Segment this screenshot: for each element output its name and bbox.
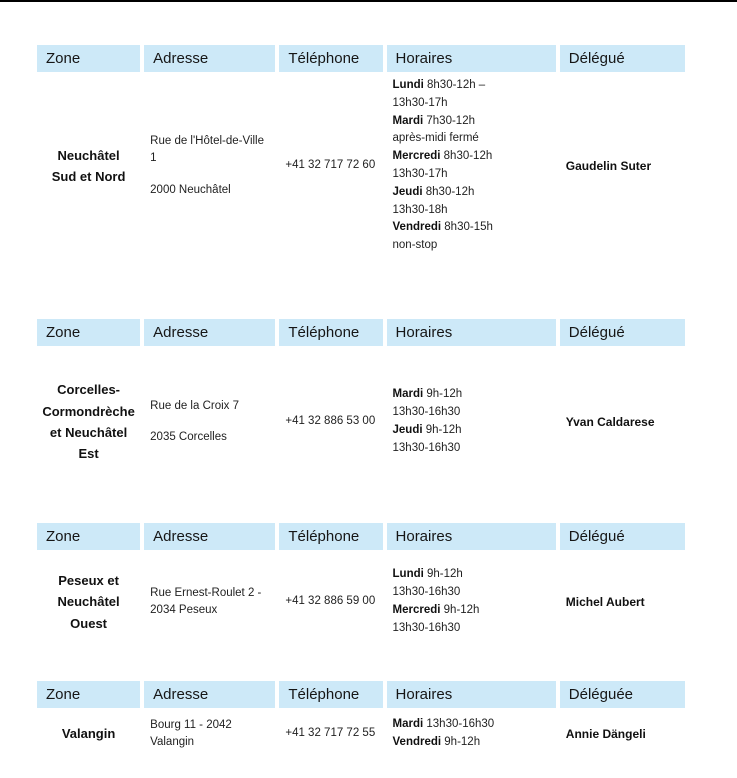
hours-time: 13h30-16h30 [423,718,495,731]
delegate-name: Annie Dängeli [565,727,646,741]
zone-line: Neuchâtel [57,147,120,163]
zone-table [33,523,689,654]
phone-cell [279,346,382,498]
hours-line [393,422,552,440]
address-line: Rue Ernest-Roulet 2 - 2034 Peseux [150,586,262,616]
zone-cell [37,346,140,498]
address-cell [144,708,275,760]
hours-day: Jeudi [392,424,423,436]
zone-line: et Neuchâtel [49,425,128,440]
phone-number: +41 32 886 53 00 [285,415,376,428]
delegate-cell [560,550,685,654]
hours-day: Mercredi [392,150,441,163]
header-row [37,681,685,708]
hours-line [393,440,552,458]
hours-day: Lundi [392,568,424,581]
delegate-cell [560,708,685,760]
table-row [37,72,685,260]
hours-day: Mardi [392,718,424,731]
hours-line [393,237,552,255]
hours-cell [387,550,556,654]
hours-line [393,113,552,131]
header-telephone: Téléphone [279,681,382,708]
address-line: Rue de l'Hôtel-de-Ville 1 [150,135,265,165]
address-line: 2000 Neuchâtel [150,183,231,196]
address-cell [144,346,275,498]
zone-line: Neuchâtel [57,594,120,610]
hours-time: 8h30-12h [422,185,475,198]
hours-line [393,602,552,620]
zone-line: Ouest [70,615,107,631]
zone-cell [37,72,140,260]
hours-day: Mardi [392,388,424,401]
hours-line [393,166,552,184]
hours-time: après-midi fermé [392,132,479,145]
header-delegue: Délégué [560,523,685,550]
hours-day: Vendredi [392,221,442,234]
delegate-name: Yvan Caldarese [565,415,655,429]
delegate-cell [560,346,685,498]
header-adresse: Adresse [144,45,275,72]
hours-time: 7h30-12h [423,114,475,127]
zone-tables-container [0,45,737,760]
header-adresse: Adresse [144,681,275,708]
hours-day: Vendredi [392,736,442,748]
zone-line: Sud et Nord [51,169,126,184]
address-cell [144,72,275,260]
header-telephone: Téléphone [279,319,382,346]
zone-table [33,319,689,498]
hours-day: Mercredi [392,604,441,616]
header-adresse: Adresse [144,523,275,550]
hours-line [393,202,552,220]
hours-line [393,77,552,95]
address-cell [144,550,275,654]
header-row [37,523,685,550]
delegate-name: Michel Aubert [565,595,645,609]
zone-table [33,45,689,260]
zone-table [33,681,689,760]
hours-day: Lundi [392,78,424,91]
header-row [37,319,685,346]
address-line: 2035 Corcelles [150,431,227,443]
hours-cell [387,72,556,260]
phone-cell [279,550,382,654]
phone-cell [279,708,382,760]
zone-line: Valangin [61,726,116,742]
hours-line [393,148,552,166]
table-row [37,550,685,654]
delegate-cell [560,72,685,260]
hours-time: 8h30-12h – [423,78,486,91]
header-delegue: Déléguée [560,681,685,708]
hours-cell [387,346,556,498]
hours-line [393,386,552,404]
phone-number: +41 32 717 72 60 [285,159,376,172]
hours-time: 13h30-16h30 [392,441,461,454]
table-row [37,346,685,498]
hours-day: Mardi [392,114,424,127]
hours-line [393,130,552,148]
hours-day: Jeudi [392,185,423,198]
hours-time: 8h30-15h [441,221,493,234]
hours-line [393,95,552,113]
hours-time: 13h30-16h30 [392,406,461,419]
header-zone: Zone [37,681,140,708]
address-line: Bourg 11 - 2042 Valangin [150,718,232,748]
hours-time: 9h-12h [440,604,480,616]
phone-cell [279,72,382,260]
header-horaires: Horaires [387,45,556,72]
header-horaires: Horaires [387,523,556,550]
header-telephone: Téléphone [279,45,382,72]
header-delegue: Délégué [560,45,685,72]
header-horaires: Horaires [387,681,556,708]
hours-time: 9h-12h [441,736,481,748]
hours-line [393,716,552,734]
hours-time: 9h-12h [423,388,463,401]
address-line: Rue de la Croix 7 [150,399,240,412]
header-delegue: Délégué [560,319,685,346]
hours-time: 13h30-18h [392,203,448,216]
hours-line [393,404,552,422]
zone-line: Cormondrèche [42,403,135,419]
table-row [37,708,685,760]
hours-cell [387,708,556,760]
zone-line: Peseux et [58,572,119,588]
header-zone: Zone [37,319,140,346]
hours-time: 8h30-12h [440,150,493,163]
hours-time: 13h30-17h [392,168,448,180]
zone-cell [37,550,140,654]
header-telephone: Téléphone [279,523,382,550]
zone-line: Corcelles- [57,382,121,398]
zone-cell [37,708,140,760]
hours-time: non-stop [392,239,438,252]
top-divider [0,0,737,2]
delegate-name: Gaudelin Suter [565,159,652,173]
hours-line [393,584,552,602]
header-row [37,45,685,72]
hours-line [393,184,552,202]
hours-time: 9h-12h [423,568,463,581]
zone-line: Est [78,446,99,462]
header-zone: Zone [37,45,140,72]
hours-line [393,620,552,638]
phone-number: +41 32 886 59 00 [285,595,376,608]
hours-time: 13h30-17h [392,96,448,109]
header-zone: Zone [37,523,140,550]
phone-number: +41 32 717 72 55 [285,727,376,740]
hours-line [393,734,552,752]
hours-time: 9h-12h [422,424,462,436]
header-horaires: Horaires [387,319,556,346]
hours-time: 13h30-16h30 [392,621,461,634]
hours-line [393,219,552,237]
hours-line [393,566,552,584]
hours-time: 13h30-16h30 [392,586,461,599]
header-adresse: Adresse [144,319,275,346]
